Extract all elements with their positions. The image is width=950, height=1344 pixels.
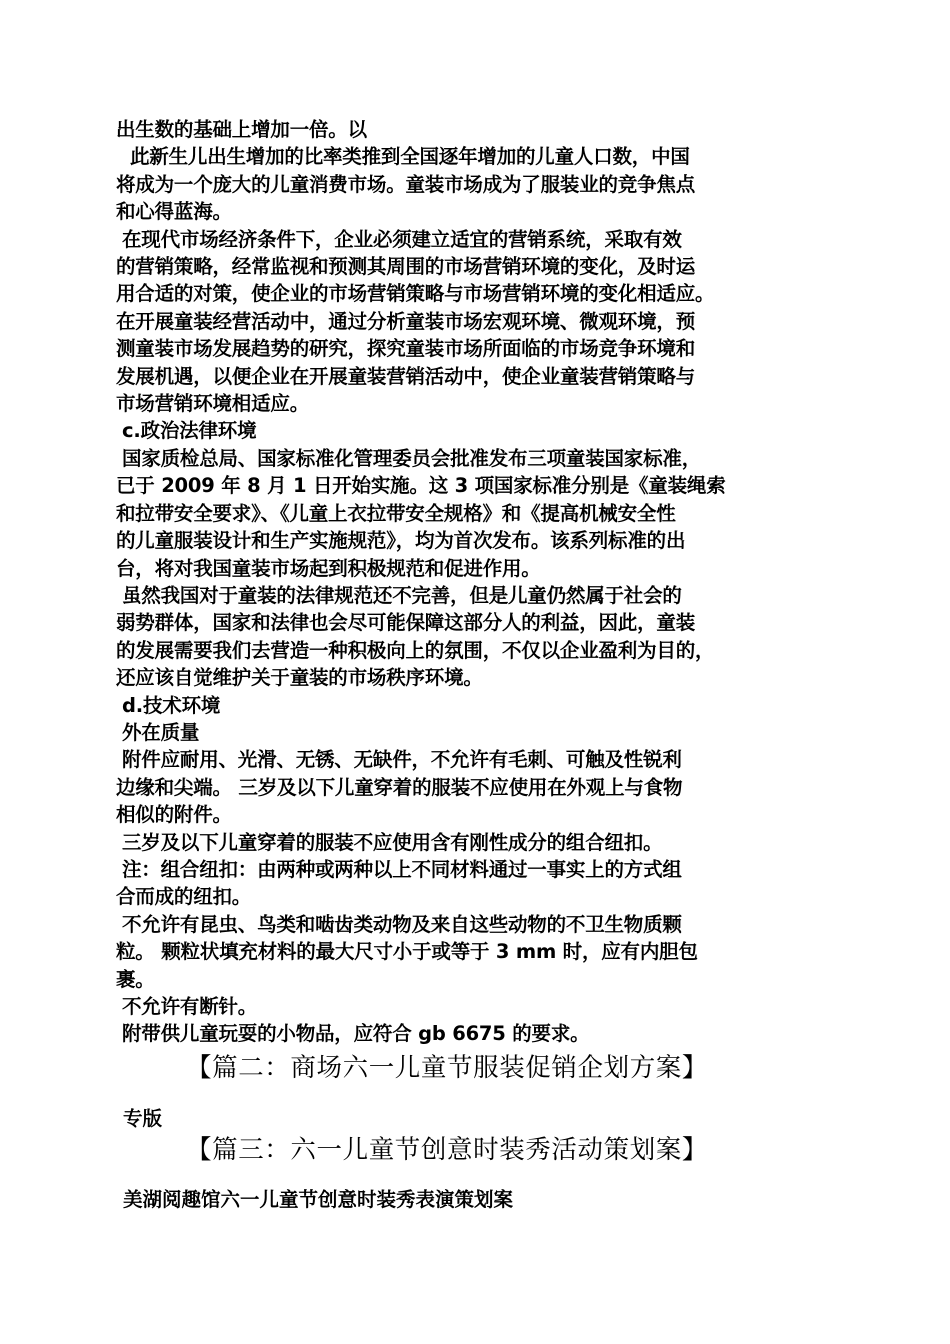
section-heading-2: 【篇二：商场六一儿童节服装促销企划方案】 [186,1053,709,1083]
text-line: 将成为一个庞大的儿童消费市场。童装市场成为了服装业的竞争焦点 [116,172,696,196]
section-heading-3: 【篇三：六一儿童节创意时装秀活动策划案】 [186,1135,709,1165]
text-line: 还应该自觉维护关于童装的市场秩序环境。 [116,666,483,690]
text-line: 在现代市场经济条件下，企业必须建立适宜的营销系统，采取有效 [122,227,682,251]
section-label: c.政治法律环境 [122,419,257,443]
text-line: 发展机遇，以便企业在开展童装营销活动中，使企业童装营销策略与 [116,364,696,388]
section-subtitle-2: 专版 [123,1107,163,1130]
text-line: 不允许有断针。 [122,995,258,1018]
text-line: 和心得蓝海。 [116,200,232,224]
text-line: 虽然我国对于童装的法律规范还不完善，但是儿童仍然属于社会的 [122,583,682,607]
text-line: 附带供儿童玩耍的小物品，应符合 gb 6675 的要求。 [122,1022,590,1046]
text-line: 注：组合纽扣：由两种或两种以上不同材料通过一事实上的方式组 [122,857,682,881]
text-line: 附件应耐用、光滑、无锈、无缺件，不允许有毛刺、可触及性锐利 [122,748,682,772]
text-line: 边缘和尖端。 三岁及以下儿童穿着的服装不应使用在外观上与食物 [116,775,683,799]
section-label: 外在质量 [122,720,200,744]
section-subtitle-3: 美湖阅趣馆六一儿童节创意时装秀表演策划案 [123,1188,514,1211]
text-line: 市场营销环境相适应。 [116,392,310,416]
text-line: 的营销策略，经常监视和预测其周围的市场营销环境的变化，及时运 [116,255,696,279]
text-line: 和拉带安全要求》、《儿童上衣拉带安全规格》和《提高机械安全性 [116,501,676,525]
body-text [116,116,846,1048]
text-line: 相似的附件。 [116,803,232,827]
text-line: 弱势群体，国家和法律也会尽可能保障这部分人的利益，因此，童装 [116,611,696,635]
text-line: 出生数的基础上增加一倍。以 [116,118,367,141]
section-label: d.技术环境 [122,693,221,717]
text-line: 裹。 [116,967,155,991]
text-line: 粒。 颗粒状填充材料的最大尺寸小于或等于 3 mm 时，应有内胆包 [116,940,698,964]
text-line: 测童装市场发展趋势的研究，探究童装市场所面临的市场竞争环境和 [116,337,696,361]
text-line: 不允许有昆虫、鸟类和啮齿类动物及来自这些动物的不卫生物质颗 [122,912,682,936]
text-line: 国家质检总局、国家标准化管理委员会批准发布三项童装国家标准， [122,446,702,470]
text-line: 已于 2009 年 8 月 1 日开始实施。这 3 项国家标准分别是《童装绳索 [116,474,726,498]
text-line: 的发展需要我们去营造一种积极向上的氛围，不仅以企业盈利为目的， [116,638,715,662]
text-line: 的儿童服装设计和生产实施规范》，均为首次发布。该系列标准的出 [116,529,686,553]
text-line: 台，将对我国童装市场起到积极规范和促进作用。 [116,556,541,580]
text-line: 合而成的纽扣。 [116,885,252,909]
text-line: 三岁及以下儿童穿着的服装不应使用含有刚性成分的组合纽扣。 [122,830,663,854]
text-line: 此新生儿出生增加的比率类推到全国逐年增加的儿童人口数，中国 [130,145,690,169]
text-line: 在开展童装经营活动中，通过分析童装市场宏观环境、微观环境，预 [116,309,696,333]
text-line: 用合适的对策，使企业的市场营销策略与市场营销环境的变化相适应。 [116,282,715,306]
